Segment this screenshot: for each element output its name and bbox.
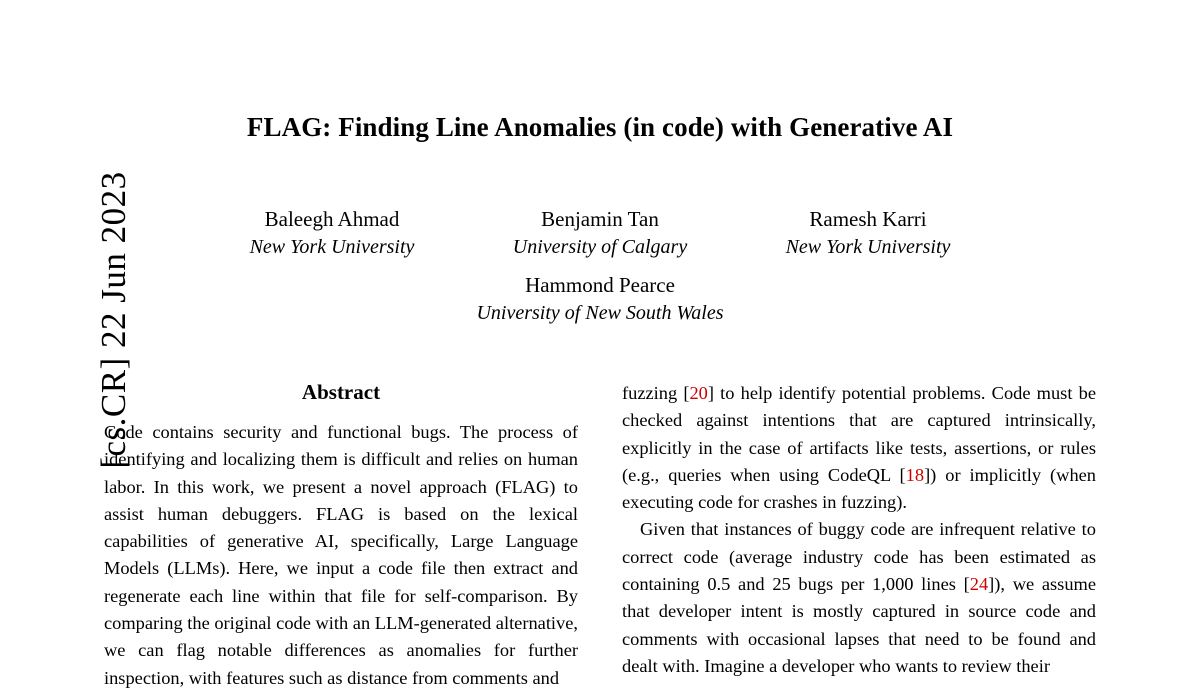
citation-ref[interactable]: 18 <box>905 464 925 485</box>
author-block <box>198 205 466 261</box>
authors-row-primary <box>104 205 1096 261</box>
text-run: ]), we assume that developer intent is mostly captured in source code and comments with occasional lapses that need to be found and dealt with. Imagine a developer who wants to review their <box>622 574 1096 676</box>
author-name: Baleegh Ahmad <box>264 207 400 231</box>
authors-row-secondary <box>104 271 1096 327</box>
author-affiliation: New York University <box>249 236 415 258</box>
author-affiliation: University of Calgary <box>512 236 688 258</box>
author-name: Ramesh Karri <box>809 207 927 231</box>
page-title: FLAG: Finding Line Anomalies (in code) with Generative AI <box>246 112 954 142</box>
citation-ref[interactable]: 24 <box>969 574 989 595</box>
intro-paragraph-next <box>622 516 1096 680</box>
author-affiliation: New York University <box>785 236 951 258</box>
abstract-heading: Abstract <box>301 380 381 404</box>
left-column <box>104 380 578 692</box>
two-column-body <box>104 380 1096 692</box>
author-block <box>466 271 734 327</box>
author-block <box>466 205 734 261</box>
paper-content <box>104 0 1096 688</box>
right-column <box>622 380 1096 692</box>
intro-paragraph-continued <box>622 380 1096 516</box>
citation-ref[interactable]: 20 <box>689 383 708 403</box>
author-affiliation: University of New South Wales <box>476 302 724 324</box>
author-block <box>734 205 1002 261</box>
text-run: ] to help identify potential problems. Code must be checked against intentions that are captured intrinsically, explicitly in the case of artifacts like tests, assertions, or rules (e.g., queries when using CodeQL [ <box>622 383 1096 485</box>
arxiv-vertical-stamp: [cs.CR] 22 Jun 2023 <box>94 171 133 469</box>
text-run: Given that instances of buggy code are infrequent relative to correct code (average industry code has been estimated as containing 0.5 and 25 bugs per 1,000 lines [ <box>622 519 1096 595</box>
text-run: fuzzing [ <box>622 383 690 403</box>
abstract-paragraph: Code contains security and functional bugs. The process of identifying and localizing them is difficult and relies on human labor. In this work, we present a novel approach (FLAG) to assist human debuggers. FLAG is based on the lexical capabilities of generative AI, specifically, Large Language Models (LLMs). Here, we input a code file then extract and regenerate each line within that file for self-comparison. By comparing the original code with an LLM-generated alternative, we can flag notable differences as anomalies for further inspection, with features such as distance from comments and <box>104 422 578 688</box>
text-run: ]) or implicitly (when executing code for crashes in fuzzing). <box>622 464 1096 513</box>
author-name: Hammond Pearce <box>525 273 675 297</box>
author-name: Benjamin Tan <box>541 207 659 231</box>
